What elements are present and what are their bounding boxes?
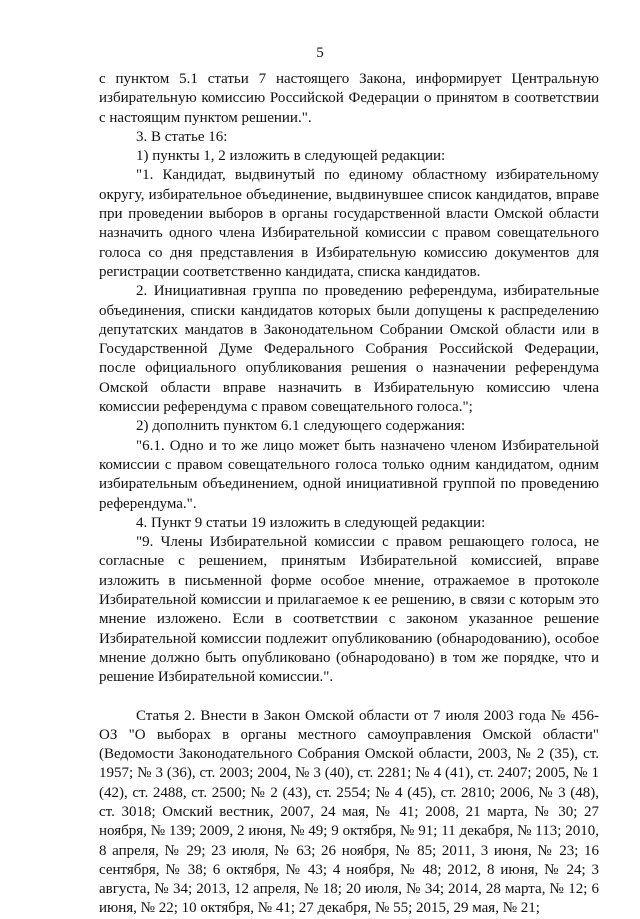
paragraph-continuation: с пунктом 5.1 статьи 7 настоящего Закона, информирует Центральную избирательную комиссию Российской Федерации о принятом в соответствии с настоящим пунктом решении.". [99,71,599,126]
paragraph-subitem-1: 1) пункты 1, 2 изложить в следующей редакции: [136,148,446,165]
paragraph-clause-2: 2. Инициативная группа по проведению референдума, избирательные объединения, списки кандидатов которых были допущены к распределению депутатских мандатов в Законодательном Собрании Омской области или в Государственной Думе Федерального Собрания Российской Федерации, после официального опубликования решения о назначении референдума Омской области вправе назначить в Избирательную комиссию члена комиссии референдума с правом совещательного голоса."; [99,283,599,416]
paragraph-clause-9: "9. Члены Избирательной комиссии с правом решающего голоса, не согласные с решением, принятым Избирательной комиссией, вправе изложить в письменной форме особое мнение, отражаемое в протоколе Избирательной комиссии и прилагаемое к ее решению, в связи с которым это мнение изложено. Если в соответствии с законом указанное решение Избирательной комиссии подлежит опубликованию (обнародованию), особое мнение должно быть опубликовано (обнародовано) в том же порядке, что и решение Избирательной комиссии.". [99,534,599,686]
document-body [99,70,599,919]
paragraph-subitem-2: 2) дополнить пунктом 6.1 следующего содержания: [136,418,466,435]
paragraph-clause-6-1: "6.1. Одно и то же лицо может быть назначено членом Избирательной комиссии с правом совещательного голоса только одним кандидатом, одним избирательным объединением, одной инициативной группой по проведению референдума.". [99,437,599,512]
paragraph-clause-1: "1. Кандидат, выдвинутый по единому областному избирательному округу, избирательное объединение, выдвинувшее список кандидатов, вправе при проведении выборов в органы государственной власти Омской области назначить одного члена Избирательной комиссии с правом совещательного голоса со дня представления в Избирательную комиссию документов для регистрации соответственно кандидата, списка кандидатов. [99,167,599,280]
page-number: 5 [316,45,324,61]
paragraph-item-3: 3. В статье 16: [136,128,228,145]
paragraph-article-2: Статья 2. Внести в Закон Омской области от 7 июля 2003 года № 456-ОЗ "О выборах в органы местного самоуправления Омской области" (Ведомости Законодательного Собрания Омской области, 2003, № 2 (35), ст. 1957; № 3 (36), ст. 2003; 2004, № 3 (40), ст. 2281; № 4 (41), ст. 2407; 2005, № 1 (42), ст. 2488, ст. 2500; № 2 (43), ст. 2554; № 4 (45), ст. 2810; 2006, № 3 (48), ст. 3018; Омский вестник, 2007, 24 мая, № 41; 2008, 21 марта, № 30; 27 ноября, № 139; 2009, 2 июня, № 49; 9 октября, № 91; 11 декабря, № 113; 2010, 8 апреля, № 29; 23 июля, № 63; 26 ноября, № 85; 2011, 3 июня, № 23; 16 сентября, № 38; 6 октября, № 43; 4 ноября, № 48; 2012, 8 июня, № 24; 3 августа, № 34; 2013, 12 апреля, № 18; 20 июля, № 34; 2014, 28 марта, № 12; 6 июня, № 22; 10 октября, № 41; 27 декабря, № 55; 2015, 29 мая, № 21; [99,707,599,917]
paragraph-item-4: 4. Пункт 9 статьи 19 изложить в следующей редакции: [136,514,486,531]
